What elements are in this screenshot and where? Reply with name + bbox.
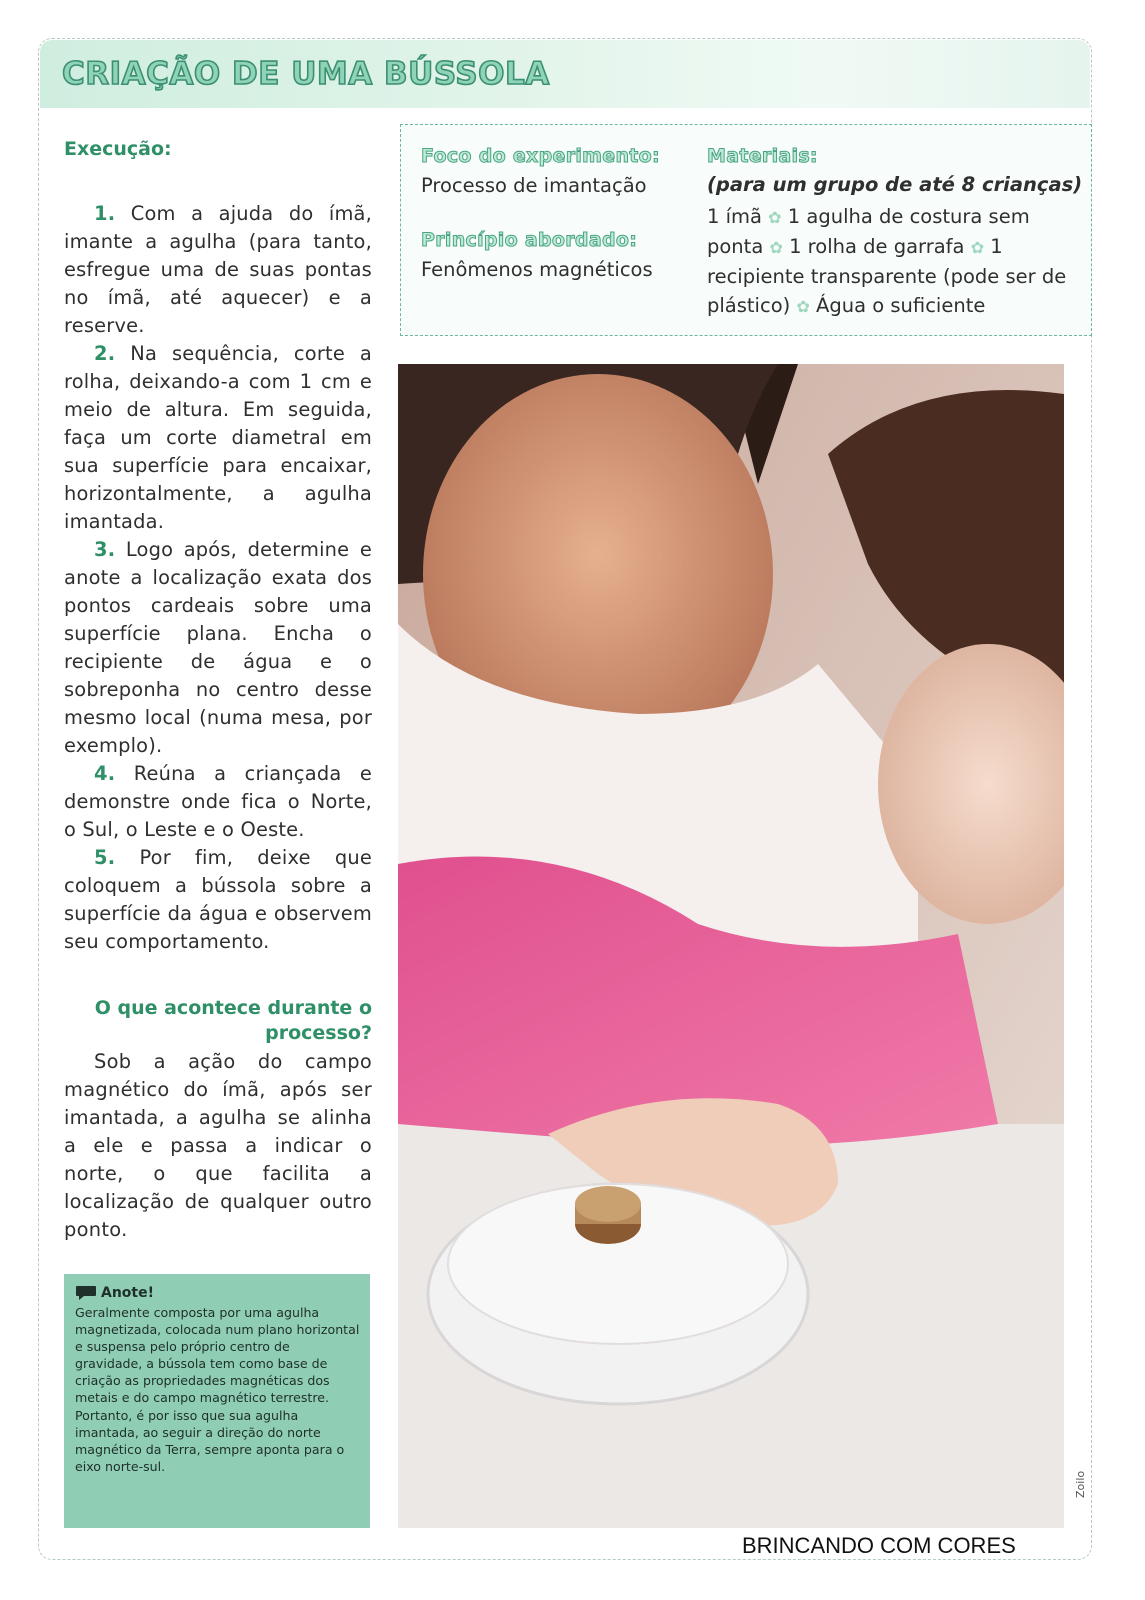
- step-item: [64, 844, 372, 956]
- bullet-icon: ✿: [769, 238, 783, 257]
- children-photo: [398, 364, 1064, 1528]
- process-heading: O que acontece durante o processo?: [94, 997, 372, 1044]
- bullet-icon: ✿: [796, 297, 810, 316]
- step-text: Na sequência, corte a rolha, deixando-a com 1 cm e meio de altura. Em seguida, faça um corte diametral em sua superfície para encaixar, horizontalmente, a agulha imantada.: [64, 342, 373, 533]
- step-number: 3.: [94, 538, 116, 561]
- note-box: [64, 1274, 370, 1528]
- principle-value: Fenômenos magnéticos: [421, 258, 653, 281]
- note-text: Geralmente composta por uma agulha magnetizada, colocada num plano horizontal e suspensa pelo próprio centro de gravidade, a bússola tem como base de criação as propriedades magnéticas dos metais e do campo magnético terrestre. Portanto, é por isso que sua agulha imantada, ao seguir a direção do norte magnético da Terra, sempre aponta para o eixo norte-sul.: [75, 1305, 360, 1474]
- principle-label: Princípio abordado:: [421, 229, 638, 251]
- step-item: [64, 340, 372, 536]
- watermark-text: BRINCANDO COM CORES: [742, 1533, 1016, 1558]
- step-item: [64, 760, 372, 844]
- photo-credit: Zoilo: [1074, 1470, 1087, 1498]
- speech-bubble-icon: [75, 1284, 97, 1302]
- material-item: Água o suficiente: [816, 294, 986, 317]
- step-item: [64, 536, 372, 760]
- material-item: 1 rolha de garrafa: [789, 235, 965, 258]
- step-text: Com a ajuda do ímã, imante a agulha (para tanto, esfregue uma de suas pontas no ímã, até aquecer) e a reserve.: [64, 202, 372, 337]
- bullet-icon: ✿: [970, 238, 985, 257]
- materials-list: [707, 202, 1077, 321]
- material-item: 1 recipiente transparente (pode ser de plástico): [707, 235, 1067, 317]
- step-number: 4.: [94, 762, 116, 785]
- page-title: CRIAÇÃO DE UMA BÚSSOLA: [62, 56, 550, 92]
- material-item: 1 ímã: [707, 205, 762, 228]
- step-number: 5.: [94, 846, 116, 869]
- bullet-icon: ✿: [768, 208, 782, 227]
- step-number: 1.: [94, 202, 116, 225]
- experiment-info-box: [400, 124, 1092, 336]
- step-text: Reúna a criançada e demonstre onde fica o Norte, o Sul, o Leste e o Oeste.: [64, 762, 372, 841]
- process-text: Sob a ação do campo magnético do ímã, após ser imantada, a agulha se alinha a ele e passa a indicar o norte, o que facilita a localização de qualquer outro ponto.: [64, 1050, 372, 1241]
- photo-illustration: [398, 364, 1064, 1528]
- step-text: Por fim, deixe que coloquem a bússola sobre a superfície da água e observem seu comportamento.: [64, 846, 372, 953]
- material-item: 1 agulha de costura sem ponta: [707, 205, 1030, 258]
- steps-list: [64, 200, 372, 956]
- focus-value: Processo de imantação: [421, 174, 647, 197]
- materials-label: Materiais:: [707, 145, 818, 167]
- step-text: Logo após, determine e anote a localização exata dos pontos cardeais sobre uma superfície plana. Encha o recipiente de água e o sobreponha no centro desse mesmo local (numa mesa, por exemplo).: [64, 538, 372, 757]
- note-header: [75, 1284, 360, 1302]
- step-item: [64, 200, 372, 340]
- materials-subtitle: (para um grupo de até 8 crianças): [707, 173, 1083, 196]
- focus-label: Foco do experimento:: [421, 145, 660, 167]
- execution-heading: Execução:: [64, 138, 172, 160]
- step-number: 2.: [94, 342, 116, 365]
- note-heading: Anote!: [101, 1285, 154, 1301]
- execution-column: [64, 138, 372, 1244]
